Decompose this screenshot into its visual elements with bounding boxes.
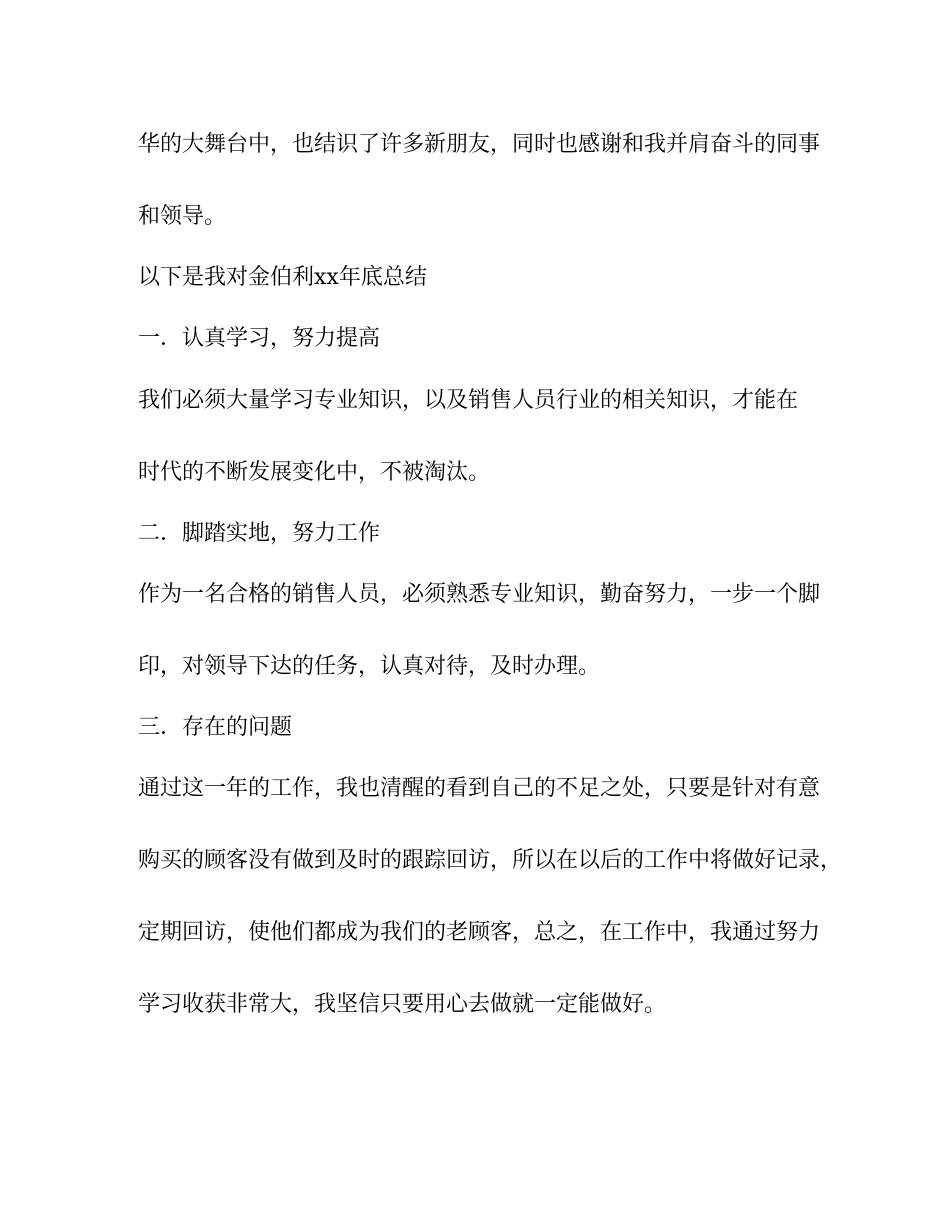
paragraph-line: 作为一名合格的销售人员，必须熟悉专业知识，勤奋努力，一步一个脚 — [138, 582, 821, 607]
paragraph-line: 时代的不断发展变化中，不被淘汰。 — [138, 460, 491, 485]
section-heading-3: 三．存在的问题 — [138, 715, 293, 740]
paragraph-line: 学习收获非常大，我坚信只要用心去做就一定能做好。 — [138, 992, 667, 1017]
summary-intro: 以下是我对金伯利xx年底总结 — [138, 265, 427, 290]
section-heading-2: 二．脚踏实地，努力工作 — [138, 521, 381, 546]
paragraph-line: 华的大舞台中，也结识了许多新朋友，同时也感谢和我并肩奋斗的同事 — [138, 132, 821, 157]
section-heading-1: 一．认真学习，努力提高 — [138, 326, 381, 351]
paragraph-line: 通过这一年的工作，我也清醒的看到自己的不足之处，只要是针对有意 — [138, 776, 821, 801]
paragraph-line: 我们必须大量学习专业知识，以及销售人员行业的相关知识，才能在 — [138, 388, 799, 413]
paragraph-line: 印，对领导下达的任务，认真对待，及时办理。 — [138, 654, 601, 679]
paragraph-line: 购买的顾客没有做到及时的跟踪回访，所以在以后的工作中将做好记录， — [138, 848, 843, 873]
paragraph-line: 和领导。 — [138, 204, 227, 229]
paragraph-line: 定期回访，使他们都成为我们的老顾客，总之，在工作中，我通过努力 — [138, 920, 821, 945]
